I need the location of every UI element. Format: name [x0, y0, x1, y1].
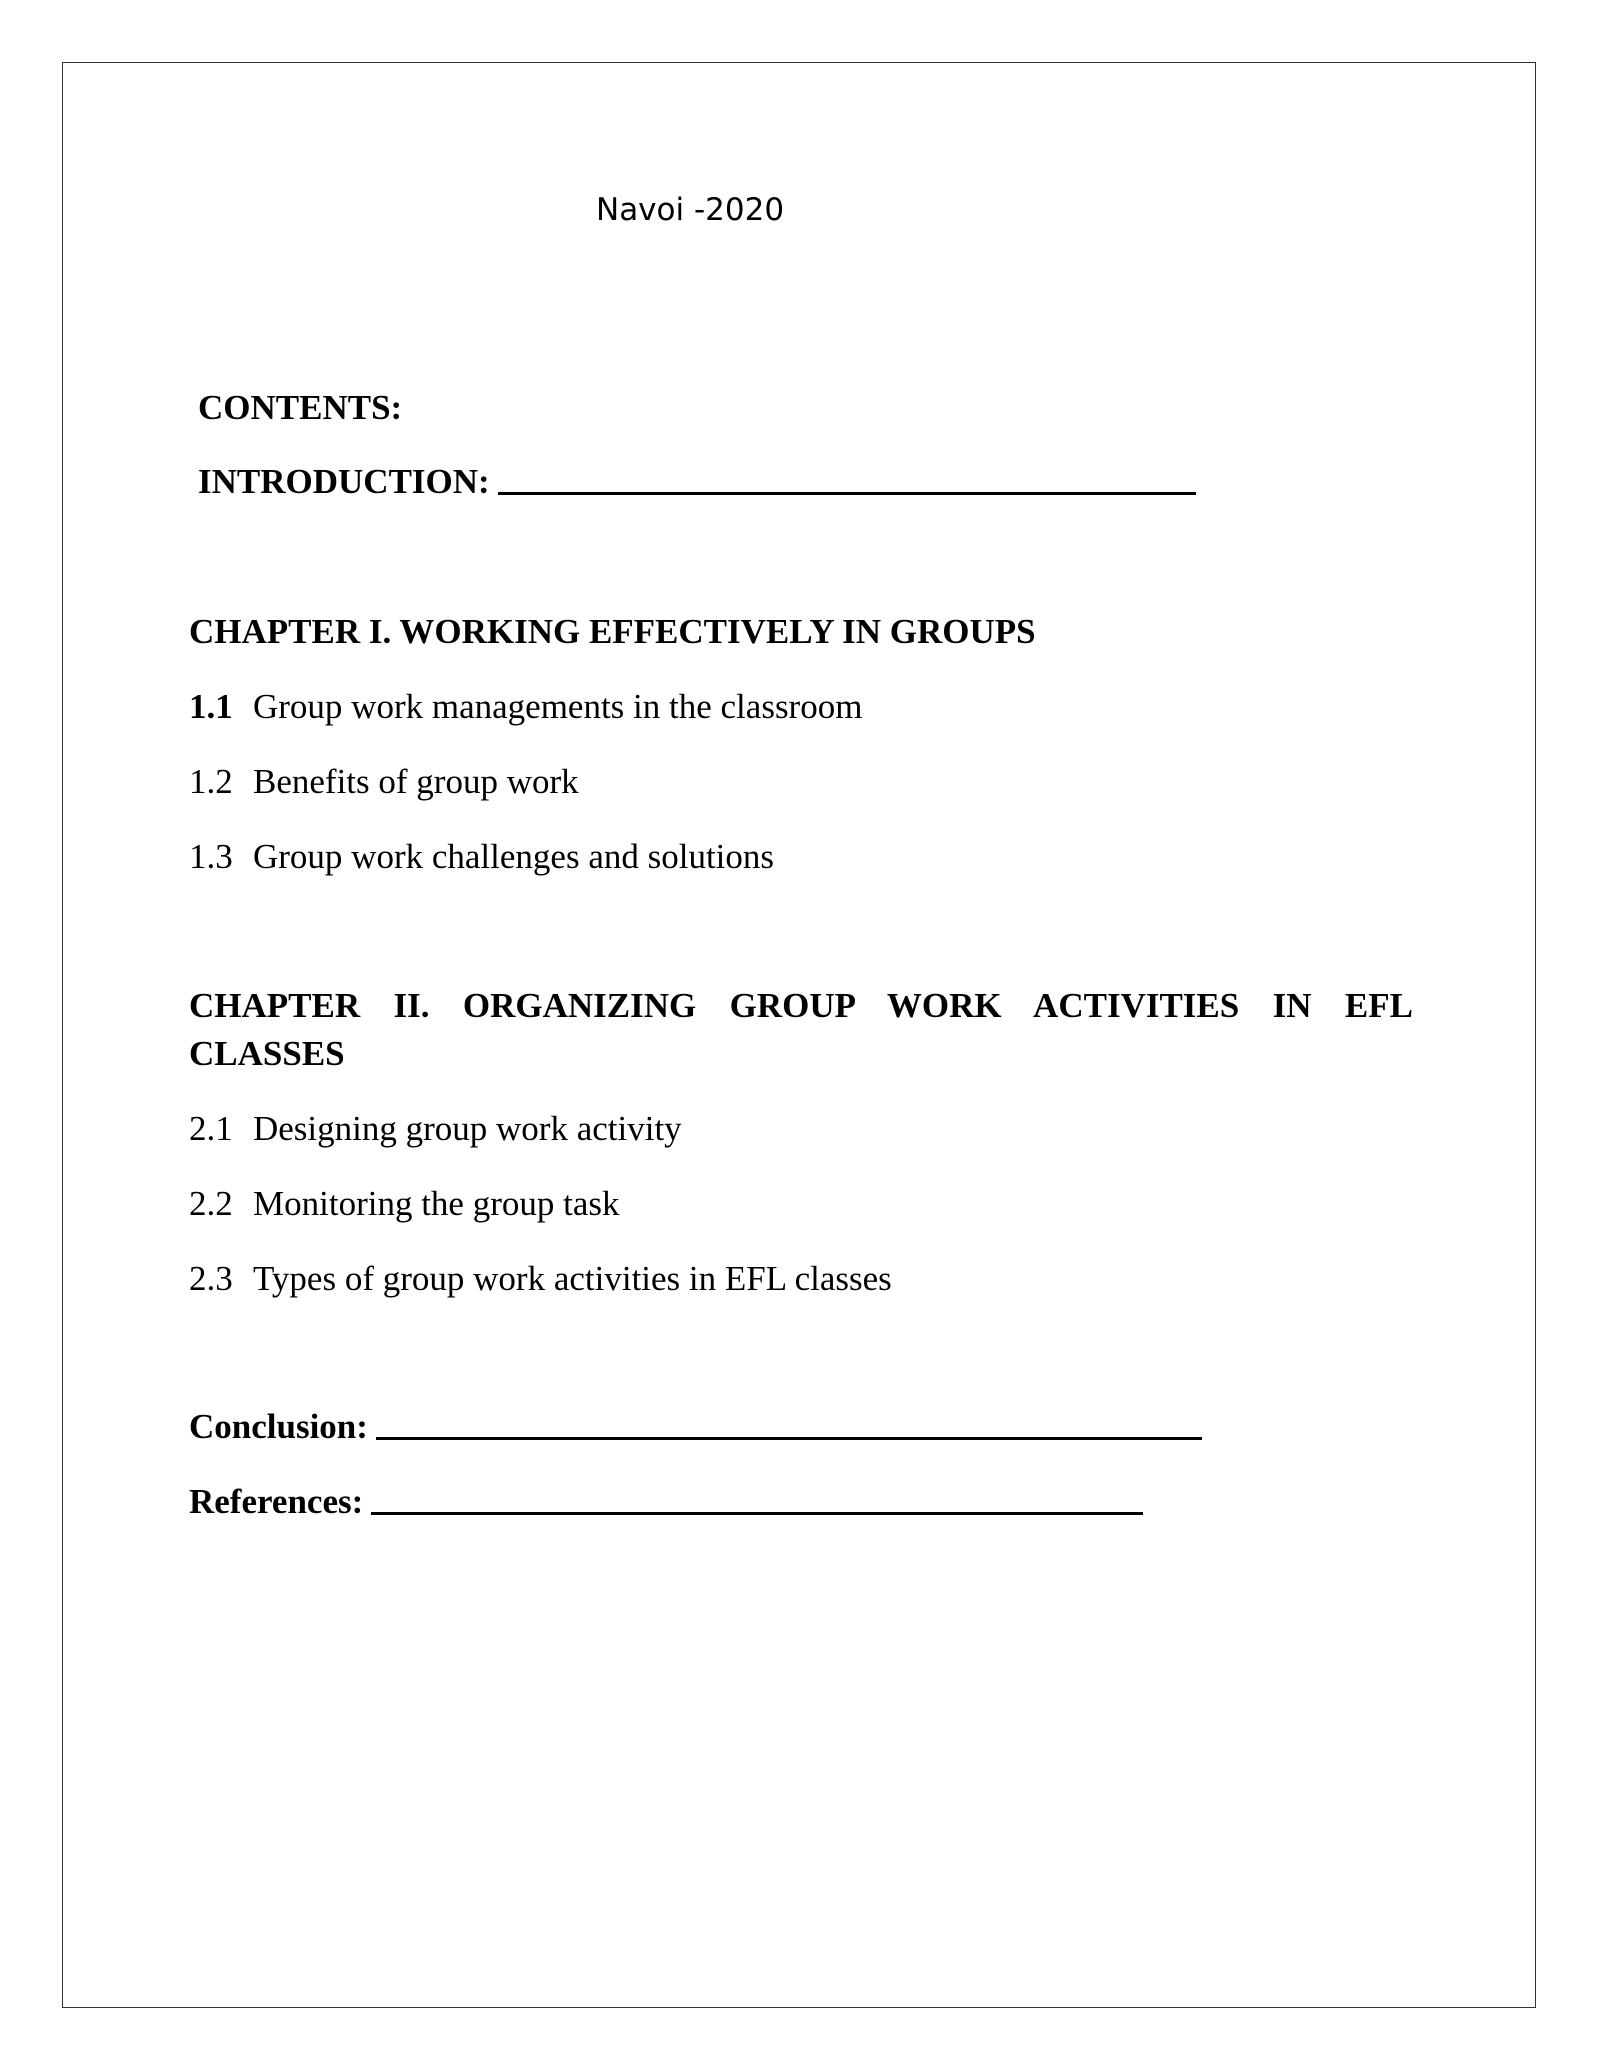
- toc-item: [189, 685, 862, 729]
- references-fill-line: [371, 1512, 1143, 1515]
- references-label: References:: [189, 1482, 364, 1521]
- toc-item-text: Types of group work activities in EFL classes: [253, 1259, 892, 1298]
- toc-item-text: Group work challenges and solutions: [253, 837, 775, 876]
- toc-introduction: [198, 460, 1196, 504]
- toc-item: [189, 1182, 620, 1226]
- introduction-label: INTRODUCTION:: [198, 462, 490, 501]
- contents-title: CONTENTS:: [198, 388, 403, 427]
- toc-item-text: Benefits of group work: [253, 762, 579, 801]
- chapter-one-heading: [189, 610, 1036, 654]
- toc-item-number: 1.2: [189, 762, 233, 801]
- toc-item-number: 2.3: [189, 1259, 233, 1298]
- toc-item-number: 1.1: [189, 687, 233, 726]
- toc-conclusion: [189, 1405, 1202, 1449]
- toc-item: [189, 1107, 682, 1151]
- toc-item-text: Designing group work activity: [253, 1109, 682, 1148]
- toc-item: [189, 835, 774, 879]
- toc-item-number: 2.2: [189, 1184, 233, 1223]
- toc-item-text: Group work managements in the classroom: [253, 687, 863, 726]
- chapter-two-heading: CHAPTER II. ORGANIZING GROUP WORK ACTIVITIES IN EFL CLASSES: [189, 986, 1413, 1073]
- toc-item: [189, 760, 579, 804]
- toc-references: [189, 1480, 1143, 1524]
- toc-item-text: Monitoring the group task: [253, 1184, 620, 1223]
- place-date: Navoi -2020: [596, 192, 785, 228]
- toc-item-number: 1.3: [189, 837, 233, 876]
- toc-item-number: 2.1: [189, 1109, 233, 1148]
- contents-heading: [198, 386, 402, 430]
- conclusion-label: Conclusion:: [189, 1407, 368, 1446]
- toc-item: [189, 1257, 892, 1301]
- introduction-fill-line: [498, 492, 1196, 495]
- chapter-one-title: CHAPTER I. WORKING EFFECTIVELY IN GROUPS: [189, 612, 1036, 651]
- conclusion-fill-line: [376, 1437, 1202, 1440]
